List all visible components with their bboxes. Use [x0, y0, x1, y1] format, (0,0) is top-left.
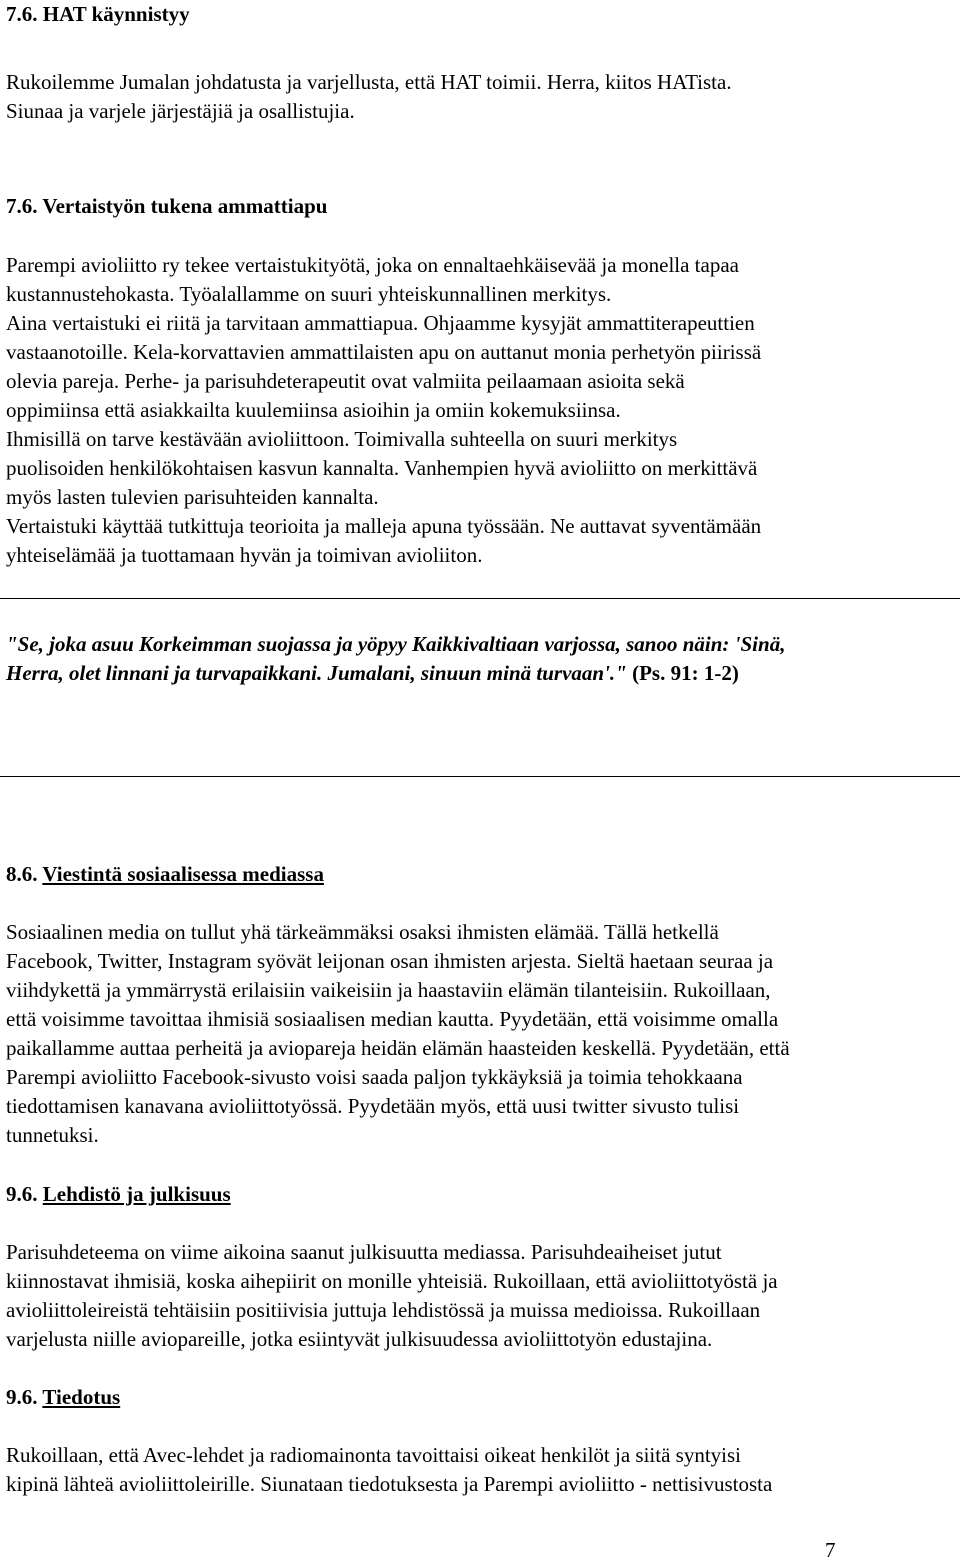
text-line: Rukoilemme Jumalan johdatusta ja varjellusta, että HAT toimii. Herra, kiitos HATista.: [6, 70, 732, 94]
text-line: Aina vertaistuki ei riitä ja tarvitaan ammattiapua. Ohjaamme kysyjät ammattiterapeuttien: [6, 311, 755, 335]
heading-title: Tiedotus: [42, 1385, 121, 1409]
quote-reference: (Ps. 91: 1-2): [626, 661, 739, 685]
heading-number: 8.6.: [6, 862, 38, 886]
text-line: tunnetuksi.: [6, 1123, 99, 1147]
text-line: puolisoiden henkilökohtaisen kasvun kannalta. Vanhempien hyvä avioliitto on merkittävä: [6, 456, 758, 480]
text-line: avioliittoleireistä tehtäisiin positiivisia juttuja lehdistössä ja muissa medioissa. Rukoillaan: [6, 1298, 761, 1322]
page-number: 7: [825, 1538, 836, 1562]
section-heading-9-6-tiedotus: [6, 1383, 120, 1412]
paragraph-tiedotus: [6, 1441, 772, 1499]
text-line: tiedottamisen kanavana avioliittotyössä. Pyydetään myös, että uusi twitter sivusto tulisi: [6, 1094, 740, 1118]
text-line: kipinä lähteä avioliittoleirille. Siunataan tiedotuksesta ja Parempi avioliitto - nettisivustosta: [6, 1472, 773, 1496]
text-line: Rukoillaan, että Avec-lehdet ja radiomainonta tavoittaisi oikeat henkilöt ja siitä syntyisi: [6, 1443, 742, 1467]
text-line: myös lasten tulevien parisuhteiden kannalta.: [6, 485, 379, 509]
text-line: Parisuhdeteema on viime aikoina saanut julkisuutta mediassa. Parisuhdeaiheiset jutut: [6, 1240, 722, 1264]
text-line: kustannustehokasta. Työalallamme on suuri yhteiskunnallinen merkitys.: [6, 282, 612, 306]
bible-quote: [6, 630, 785, 688]
text-line: olevia pareja. Perhe- ja parisuhdeterapeutit ovat valmiita peilaamaan asioita sekä: [6, 369, 685, 393]
heading-title: Vertaistyön tukena ammattiapu: [42, 194, 328, 218]
text-line: Sosiaalinen media on tullut yhä tärkeämmäksi osaksi ihmisten elämää. Tällä hetkellä: [6, 920, 719, 944]
divider-top: [0, 598, 960, 599]
text-line: että voisimme tavoittaa ihmisiä sosiaalisen median kautta. Pyydetään, että voisimme omalla: [6, 1007, 779, 1031]
text-line: Ihmisillä on tarve kestävään avioliittoon. Toimivalla suhteella on suuri merkitys: [6, 427, 678, 451]
section-heading-9-6-lehdisto: [6, 1180, 231, 1209]
heading-number: 9.6.: [6, 1182, 38, 1206]
section-heading-7-6-hat: [6, 0, 190, 29]
paragraph-hat: [6, 68, 732, 126]
text-line: paikallamme auttaa perheitä ja aviopareja heidän elämän haasteiden keskellä. Pyydetään, että: [6, 1036, 790, 1060]
divider-bottom: [0, 776, 960, 777]
text-line: yhteiselämää ja tuottamaan hyvän ja toimivan avioliiton.: [6, 543, 483, 567]
heading-number: 9.6.: [6, 1385, 38, 1409]
text-line: kiinnostavat ihmisiä, koska aihepiirit on monille yhteisiä. Rukoillaan, että avioliittotyöstä ja: [6, 1269, 778, 1293]
heading-title: Lehdistö ja julkisuus: [42, 1182, 231, 1206]
heading-number: 7.6.: [6, 2, 38, 26]
text-line: Parempi avioliitto Facebook-sivusto voisi saada paljon tykkäyksiä ja toimia tehokkaana: [6, 1065, 743, 1089]
text-line: Parempi avioliitto ry tekee vertaistukityötä, joka on ennaltaehkäisevää ja monella tapaa: [6, 253, 739, 277]
text-line: varjelusta niille aviopareille, jotka esiintyvät julkisuudessa avioliittotyön edustajina.: [6, 1327, 713, 1351]
section-heading-8-6: [6, 860, 324, 889]
text-line: viihdykettä ja ymmärrystä erilaisiin vaikeisiin ja haastaviin elämän tilanteisiin. Rukoillaan,: [6, 978, 771, 1002]
heading-number: 7.6.: [6, 194, 38, 218]
quote-text: Herra, olet linnani ja turvapaikkani. Jumalani, sinuun minä turvaan'.": [6, 661, 627, 685]
quote-line: [6, 659, 785, 688]
text-line: Siunaa ja varjele järjestäjiä ja osallistujia.: [6, 99, 355, 123]
text-line: vastaanotoille. Kela-korvattavien ammattilaisten apu on auttanut monia perhetyön piirissä: [6, 340, 762, 364]
quote-line: "Se, joka asuu Korkeimman suojassa ja yöpyy Kaikkivaltiaan varjossa, sanoo näin: 'Sinä,: [6, 632, 786, 656]
text-line: oppimiinsa että asiakkailta kuulemiinsa asioihin ja omiin kokemuksiinsa.: [6, 398, 621, 422]
section-heading-7-6-vertaistyo: [6, 192, 327, 221]
heading-title: HAT käynnistyy: [42, 2, 190, 26]
paragraph-some: [6, 918, 790, 1150]
paragraph-vertaistyo: [6, 251, 761, 570]
text-line: Vertaistuki käyttää tutkittuja teorioita ja malleja apuna työssään. Ne auttavat syventämään: [6, 514, 762, 538]
text-line: Facebook, Twitter, Instagram syövät leijonan osan ihmisten arjesta. Sieltä haetaan seuraa ja: [6, 949, 774, 973]
paragraph-lehdisto: [6, 1238, 778, 1354]
heading-title: Viestintä sosiaalisessa mediassa: [42, 862, 324, 886]
